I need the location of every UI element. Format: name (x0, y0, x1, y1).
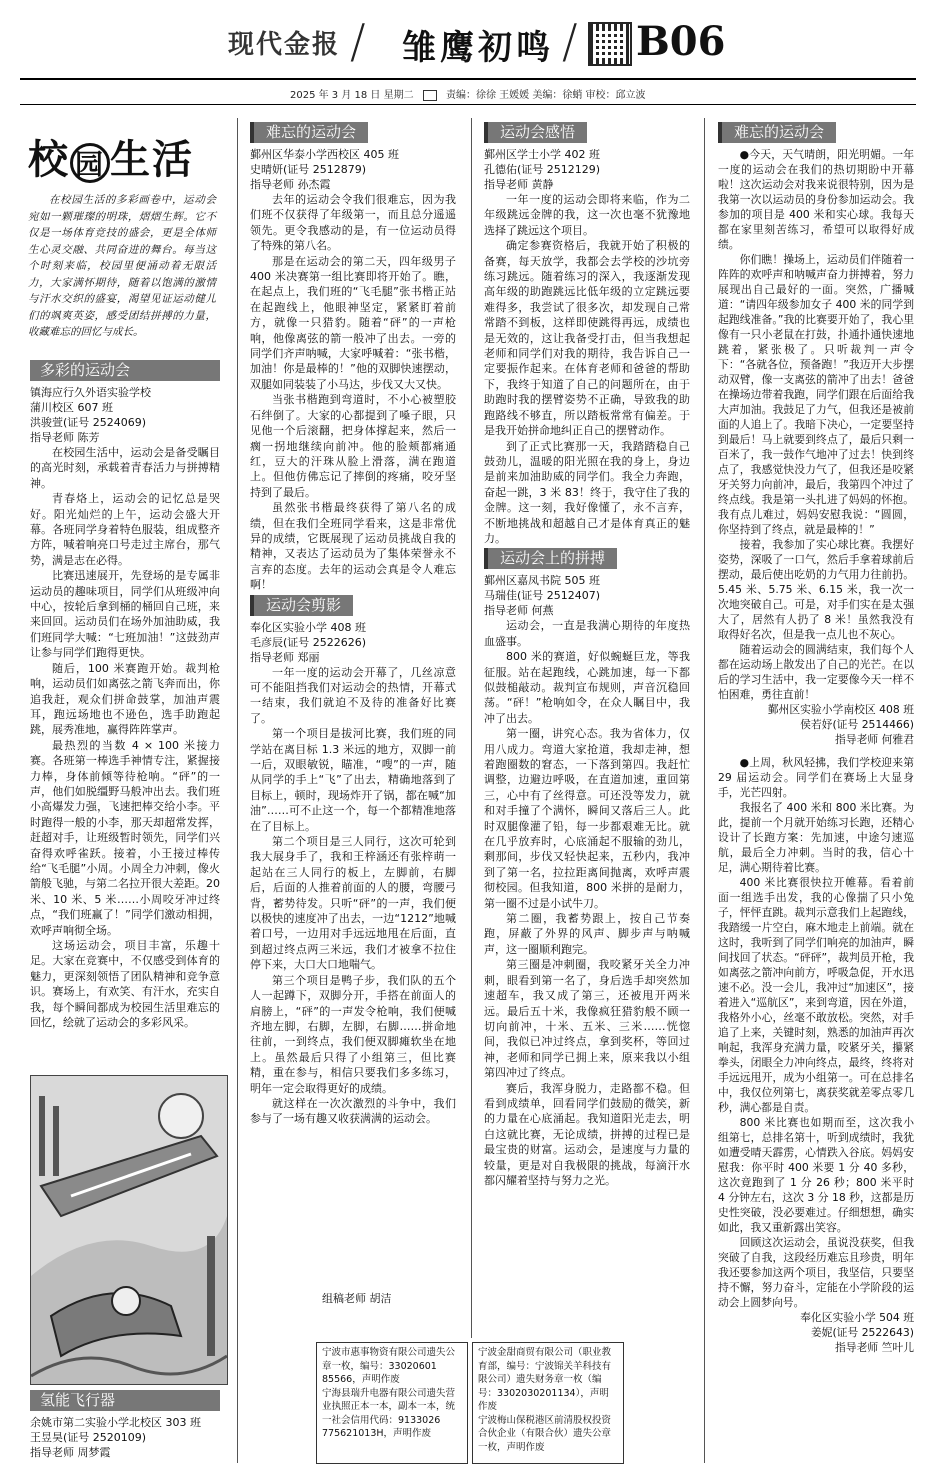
article-paragraph: 800 米的赛道，好似蜿蜒巨龙，等我征服。站在起跑线，心跳加速，每一下都似鼓槌敲动。裁判宣布规则，声音沉稳回荡。“砰！”枪响如令，在众人瞩目中，我冲了出去。 (484, 650, 690, 725)
article-colorful-sports-day (30, 356, 220, 1030)
article-heading: 难忘的运动会 (250, 122, 368, 143)
intro-paragraph: 在校园生活的多彩画卷中，运动会宛如一颗璀璨的明珠，熠熠生辉。它不仅是一场体育竞技的盛会，更是全体师生心灵交融、共同奋进的舞台。每当这个时刻来临，校园里便涌动着无限活力，大家满怀期待，随着以饱满的激情与汗水交织的盛宴，渴望见证运动健儿们的飒爽英姿，感受团结拼搏的力量，收藏难忘的回忆与成长。 (28, 194, 216, 338)
column-divider (237, 118, 238, 1463)
masthead-rule (20, 78, 916, 80)
logo-right: 生活 (110, 136, 194, 183)
article-author: 姜妮(证号 2522643) (810, 1326, 914, 1339)
article-paragraph: 接着，我参加了实心球比赛。我摆好姿势，深吸了一口气，然后手拿着球前后摆动，最后使出吃奶的力气用力往前扔。5.45 米、5.75 米、6.15 米，我一次一次地突破自己。可是，对手们实在是太强大了，居然有人扔了 8 米！虽然我没有取得好名次，但是我一点儿也不灰心。 (718, 538, 914, 641)
article-heading: 运动会感悟 (484, 122, 587, 143)
article-paragraph: 我报名了 400 米和 800 米比赛。为此，提前一个月就开始练习长跑，还精心设计了长跑方案：先加速，中途匀速巡航，最后全力冲刺。当时的我，信心十足，满心期待着比赛。 (718, 801, 914, 874)
article-paragraph: 随着运动会的圆满结束，我们每个人都在运动场上散发出了自己的光芒。在以后的学习生活中，我一定要像今天一样不怕困难，勇往直前！ (718, 643, 914, 701)
article-paragraph: 确定参赛资格后，我就开始了积极的备赛，每天放学，我都会去学校的沙坑旁练习跳远。随着练习的深入，我逐渐发现高年级的助跑跳远比低年级的立定跳远要难得多，我尝试了很多次，却发现自己常常踏不到板，这样即使跳得再远，成绩也是无效的，这让我备受打击，但当我想起老师和同学们对我的期待，我告诉自己一定要振作起来。在体育老师和爸爸的帮助下，我终于知道了自己的问题所在，由于助跑时我的摆臂姿势不正确，导致我的助跑路线不够直，所以踏板常常有偏差。于是我开始拼命地纠正自己的摆臂动作。 (484, 239, 690, 438)
qr-code-icon[interactable] (588, 22, 632, 66)
article-paragraph: ●今天，天气晴朗，阳光明媚。一年一度的运动会在我们的热切期盼中开幕啦！这次运动会对我来说很特别，因为是我第一次以运动员的身份参加运动会。我参加的项目是 400 米和实心球。我每天都在家里刻苦练习，希望可以取得好成绩。 (718, 148, 914, 251)
article-author: 洪骏萱(证号 2524069) (30, 416, 147, 429)
dateline-rule (20, 104, 916, 105)
article-teacher: 指导老师 何雅君 (834, 733, 914, 746)
caption-teacher: 指导老师 周梦霞 (30, 1446, 111, 1459)
page-editor: 组稿老师 胡洁 (322, 1292, 392, 1305)
article-author: 侯若妤(证号 2514466) (800, 718, 914, 731)
article-teacher: 指导老师 孙杰霞 (250, 178, 331, 191)
article-campus: 蒲川校区 607 班 (30, 401, 113, 414)
article-heading: 运动会剪影 (250, 595, 353, 616)
article-paragraph: 最热烈的当数 4 × 100 米接力赛。各班第一棒选手神情专注，紧握接力棒，身体前倾等待枪响。“砰”的一声，他们如脱缰野马般冲出去。我们班小高爆发力强，飞速把棒交给小李。平时跑得一般的小李，那天却超常发挥，赶超对手，让班级暂时领先，同学们兴奋得欢呼雀跃。接着，小王接过棒传给“飞毛腿”小周。小周全力冲刺，像火箭般飞驰，与第二名拉开很大差距。20 米、10 米、5 米……小周咬牙冲过终点，“我们班赢了！”同学们激动相拥，欢呼声响彻全场。 (30, 738, 220, 937)
section-name: 雏鹰初鸣 (402, 28, 554, 68)
article-school: 奉化区实验小学 504 班 (800, 1311, 914, 1324)
article-paragraph: 回顾这次运动会，虽说没获奖，但我突破了自我，这段经历难忘且珍贵，明年我还要参加这两个项目，我坚信，只要坚持不懈，努力奋斗，定能在小学阶段的运动会上圆梦向号。 (718, 1236, 914, 1309)
masthead (0, 0, 934, 80)
illustration-caption (30, 1386, 220, 1460)
article-paragraph: 400 米比赛很快拉开帷幕。看着前面一组选手出发，我的心像揣了只小兔子，怦怦直跳。裁判示意我们上起跑线，我踏缓一片空白，麻木地走上前端。就在这时，我听到了同学们响亮的加油声，瞬间找回了状态。“砰砰”，裁判员开枪，我如离弦之箭冲向前方，呼吸急促，开水迅速不必。没一会儿，我冲过“加速区”，接着进入“巡航区”，来到弯道，因在外道，我格外小心，丝毫不敢放松。突然，对手追了上来，关键时刻，熟悉的加油声再次响起，我浑身充满力量，咬紧牙关，攥紧拳头，闭眼全力冲向终点，最终，终将对手远远甩开，成为小组第一。可在总排名中，我仅位列第七，离获奖就差零点零几秒，满心都是自责。 (718, 876, 914, 1114)
article-heading: 难忘的运动会 (718, 122, 836, 143)
legal-notice-box (316, 1342, 468, 1464)
dateline (290, 86, 646, 101)
article-heading: 多彩的运动会 (30, 360, 220, 381)
article-paragraph: 运动会，一直是我满心期待的年度热血盛事。 (484, 619, 690, 648)
notice-item: 宁波梅山保税港区前清股权投资合伙企业（有限合伙）遗失公章一枚，声明作废 (478, 1414, 612, 1453)
article-paragraph: 去年的运动会令我们很难忘，因为我们班不仅获得了年级第一，而且总分遥遥领先。更令我感动的是，有一位运动员得了特殊的第八名。 (250, 193, 456, 253)
article-paragraph: 随后，100 米赛跑开始。裁判枪响，运动员们如离弦之箭飞奔而出，你追我赶，观众们拼命鼓掌，加油声震耳，跑远场地也不逊色，选手助跑起跳，展秀准地，赢得阵阵掌声。 (30, 661, 220, 737)
article-paragraph: 800 米比赛也如期而至，这次我小组第七，总排名第十，听到成绩时，我犹如遭受晴天霹雳，心情跌入谷底。妈妈安慰我：你平时 400 米要 1 分 40 多秒，这次竟跑到了 1 分 26 秒；800 米平时 4 分钟左右，这次 3 分 18 秒，这都是历史性突破，没必要难过。仔细想想，确实如此，我又重新露出笑容。 (718, 1116, 914, 1234)
article-teacher: 指导老师 郑丽 (250, 650, 320, 664)
editors: 责编：徐徐 王媛媛 美编：徐蛸 审校：邱立波 (446, 90, 646, 101)
article-author: 史晴妍(证号 2512879) (250, 163, 367, 176)
illustration-title: 氢能飞行器 (30, 1390, 220, 1411)
article-teacher: 指导老师 竺叶儿 (834, 1341, 914, 1354)
legal-notice-box (472, 1342, 624, 1464)
article-paragraph: 比赛迅速展开，先登场的是专属非运动员的趣味项目，同学们从班级冲向中心，按轮后拿到桶的桶回自己班，来来回回。运动员们在场外加油助威，我们班同学大喊：“七班加油！”这鼓劲声让参与同学们跑得更快。 (30, 569, 220, 660)
article-paragraph: 当张书楷跑到弯道时，不小心被塑胶石绊倒了。大家的心都提到了嗓子眼，只见他一个后滚翻，把身体撑起来，然后一瘸一拐地继续向前冲。他的脸颊都痛通红，豆大的汗珠从脸上滑落，满在跑道上。但他仿佛忘记了摔倒的疼痛，咬牙坚持到了最后。 (250, 393, 456, 499)
date: 2025 年 3 月 18 日 (290, 90, 381, 101)
masthead-divider: / (562, 14, 578, 68)
article-paragraph: 青春烙上，运动会的记忆总是哭好。阳光灿烂的上午，运动会盛大开幕。各班同学身着特色服装，组成整齐方阵，喊着响亮口号走过主席台，那气势，满是志在必得。 (30, 492, 220, 567)
logo-left: 校 (28, 136, 70, 183)
spacer (718, 747, 914, 755)
article-paragraph: 第一圈，讲究心态。我为省体力，仅用八成力。弯道大家抢道，我却走神，想着跑圈数的窘态，一下落到第四。我赶忙调整，边避边呼吸，在直道加速，重回第三，心中有了丝得意。可还没等发力，就和对手撞了个满怀，瞬间又落后三人。此时双腿像灌了铅，每一步都艰难无比。就在几乎放弃时，心底涌起不服输的劲儿，剩那间，步伐又轻快起来，五秒内，我冲到了第一名，拉拉距离间抛离，欢呼声震彻校园。但我知道，800 米拼的是耐力，第一圈不过是小试牛刀。 (484, 727, 690, 910)
article-paragraph: 就这样在一次次激烈的斗争中，我们参与了一场有趣又收获满满的运动会。 (250, 1096, 456, 1126)
article-author: 毛彦辰(证号 2522626) (250, 635, 367, 649)
article-unforgettable-sports-day-2 (718, 120, 914, 1355)
article-school: 鄞州区学士小学 402 班 (484, 148, 600, 161)
article-paragraph: 一年一度的运动会开幕了，几丝凉意可不能阻挡我们对运动会的热情，开幕式一结束，我们就迫不及待的准备好比赛了。 (250, 665, 456, 725)
column-divider (471, 118, 472, 1338)
notice-item: 宁海县瑞升电器有限公司遗失营业执照正本一本，副本一本，统一社会信用代码：9133026 775621013H，声明作废 (322, 1387, 456, 1439)
article-paragraph: 虽然张书楷最终获得了第八名的成绩，但在我们全班同学看来，这是非常优异的成绩，它既展现了运动员挑战自我的精神，又表达了运动员为了集体荣誉永不言弃的态度。去年的运动会真是令人难忘啊！ (250, 501, 456, 592)
article-paragraph: 第三个项目是鸭子步，我们队的五个人一起蹲下，双脚分开，手搭在前面人的肩膀上，“砰”的一声发令枪响，我们便喊齐地左脚，右脚，左脚，右脚……拼命地往前，一到终点，我们便双脚瘫软坐在地上。虽然最后只得了小组第三，但比赛精，重在参与，相信只要我们多多练习，明年一定会取得更好的成绩。 (250, 973, 456, 1095)
article-paragraph: 你们瞧！操场上，运动员们伴随着一阵阵的欢呼声和呐喊声奋力拼搏着，努力展现出自己最好的一面。突然，广播喊道：“请四年级参加女子 400 米的同学到起跑线准备。”我的比赛要开始了，我心里像有一只小老鼠在打鼓，扑通扑通快速地跳着，紧张极了。只听裁判一声令下：“各就各位，预备跑！”我迈开大步摆动双臂，像一支离弦的箭冲了出去！爸爸在操场边带着我跑，同学们跟在后面给我大声加油。我鼓足了力气，但我还是被前面的人追上了。我暗下决心，一定要坚持到最后！马上就要到终点了，最后只剩一百米了，我一鼓作气地冲了过去！快到终点了，我感觉快没力气了，但我还是咬紧牙关努力向前冲，最后，我第四个冲过了终点线。我是第一头扎进了妈妈的怀抱。我有点儿难过，妈妈安慰我说：“圆圆，你坚持到了终点，就是最棒的！” (718, 253, 914, 536)
article-school: 镇海应行久外语实验学校 (30, 386, 151, 399)
article-sports-day-reflections (484, 120, 690, 1188)
caption-school: 余姚市第二实验小学北校区 303 班 (30, 1416, 201, 1429)
article-teacher: 指导老师 黄静 (484, 178, 554, 191)
masthead-divider: / (350, 14, 366, 68)
article-school: 鄞州区嘉凤书院 505 班 (484, 574, 600, 588)
article-paragraph: 第二圈，我蓄势跟上，按自己节奏跑，屏蔽了外界的风声、脚步声与呐喊声，这一圈顺利跑完。 (484, 912, 690, 956)
logo-circle: 园 (70, 143, 110, 183)
article-paragraph: 一年一度的运动会即将来临，作为二年级跳远金牌的我，这一次也毫不犹豫地选择了跳远这个项目。 (484, 193, 690, 237)
paper-name: 现代金报 (228, 30, 341, 60)
article-paragraph: 第三圈是冲刺圈，我咬紧牙关全力冲刺，眼看到第一名了，身后选手却突然加速超车，我又成了第三，还被甩开两米远。最后五十米，我像疯狂猎豹般不顾一切向前冲，十米、五米、三米……恍惚间，我似已冲过终点，拿到奖杯，等回过神，老师和同学已拥上来，原来我以小组第四冲过了终点。 (484, 958, 690, 1080)
intro-text (28, 192, 216, 341)
article-author: 马瑞佳(证号 2512407) (484, 589, 601, 603)
article-teacher: 指导老师 何燕 (484, 604, 554, 618)
hydrogen-aircraft-illustration (30, 1075, 228, 1385)
weekday: 星期二 (383, 90, 414, 101)
article-paragraph: 这场运动会，项目丰富，乐趣十足。大家在竞赛中，不仅感受到体育的魅力，更深刻领悟了团队精神和竞争意识。赛场上，有欢笑、有汗水，充实自我，每个瞬间都成为校园生活里难忘的回忆，绘就了运动会的多彩风采。 (30, 939, 220, 1030)
article-paragraph: 那是在运动会的第二天，四年级男子 400 米决赛第一组比赛即将开始了。瞧，在起点上，我们班的“飞毛腿”张书楷正站在起跑线上，他眼神坚定，紧紧盯着前方，就像一只猎豹。随着“砰”的一声枪响，他像离弦的箭一般冲了出去。一旁的同学们齐声呐喊，大家呼喊着：“张书楷，加油！你是最棒的！”他的双脚快速摆动，双腿如同装装了小马达，步伐又大又快。 (250, 254, 456, 391)
article-paragraph: 第二个项目是三人同行，这次可轮到我大展身手了，我和王梓涵还有张梓萌一起站在三人同行的板上，左脚前，右脚后，后面的人推着前面的人的腰，弯腰弓背，蓄势待发。只听“砰”的一声，我们便以极快的速度冲了出去，一边“1212”地喊着口号，一边用对手远远地甩在后面，直到超过终点两三米远，我们才被拿不拉住停下来，大口大口地喘气。 (250, 835, 456, 972)
notice-item: 宁波市惠事物资有限公司遗失公章一枚，编号：33020601 85566，声明作废 (322, 1347, 456, 1385)
notice-item: 宁波金甜商贸有限公司（职业教育部，编号：宁波锦关羊科技有限公司）遗失财务章一枚（编号：3302030201134），声明作废 (478, 1347, 612, 1412)
article-teacher: 指导老师 陈芳 (30, 431, 100, 444)
article-paragraph: 第一个项目是拔河比赛，我们班的同学站在离目标 1.3 米远的地方，双脚一前一后，双眼敏锐，瞄准，“嗖”的一声，随从同学的手上“飞”了出去，精确地落到了目标上，顿时，现场炸开了锅，都在喊“加油”……可不止这一个，每一个都精准地落在了目标上。 (250, 727, 456, 833)
article-paragraph: 赛后，我浑身脱力，走路都不稳。但看到成绩单，回看同学们鼓励的微笑，新的力量在心底涌起。我知道阳光走去，明白这就比赛，无论成绩，拼搏的过程已是最宝贵的财富。运动会，是速度与力量的较量，更是对自我极限的挑战，每滴汗水都闪耀着坚持与努力之光。 (484, 1081, 690, 1187)
article-school: 奉化区实验小学 408 班 (250, 620, 366, 634)
column-box-icon (423, 90, 437, 101)
article-unforgettable-sports-day (250, 120, 456, 1127)
column-logo (28, 128, 194, 185)
article-school: 鄞州区华泰小学西校区 405 班 (250, 148, 399, 161)
article-paragraph: 到了正式比赛那一天，我踏踏稳自己鼓劲儿，温暖的阳光照在我的身上，身边是前来加油助威的同学们。我全力奔跑，奋起一跳，3 米 83！终于，我守住了我的金牌。这一刻，我好像懂了，永不言弃，不断地挑战和超越自己才是体育真正的魅力。 (484, 439, 690, 545)
caption-author: 王昱昊(证号 2520109) (30, 1431, 147, 1444)
article-heading: 运动会上的拼搏 (484, 548, 617, 569)
article-paragraph: 在校园生活中，运动会是备受瞩目的高光时刻，承载着青春活力与拼搏精神。 (30, 446, 220, 490)
article-author: 孔德佑(证号 2512129) (484, 163, 601, 176)
article-school: 鄞州区实验小学南校区 408 班 (767, 703, 914, 716)
page-number: B06 (636, 18, 726, 65)
article-paragraph: ●上周，秋风轻拂，我们学校迎来第 29 届运动会。同学们在赛场上大显身手，光芒四射。 (718, 756, 914, 799)
column-divider (704, 118, 705, 1463)
